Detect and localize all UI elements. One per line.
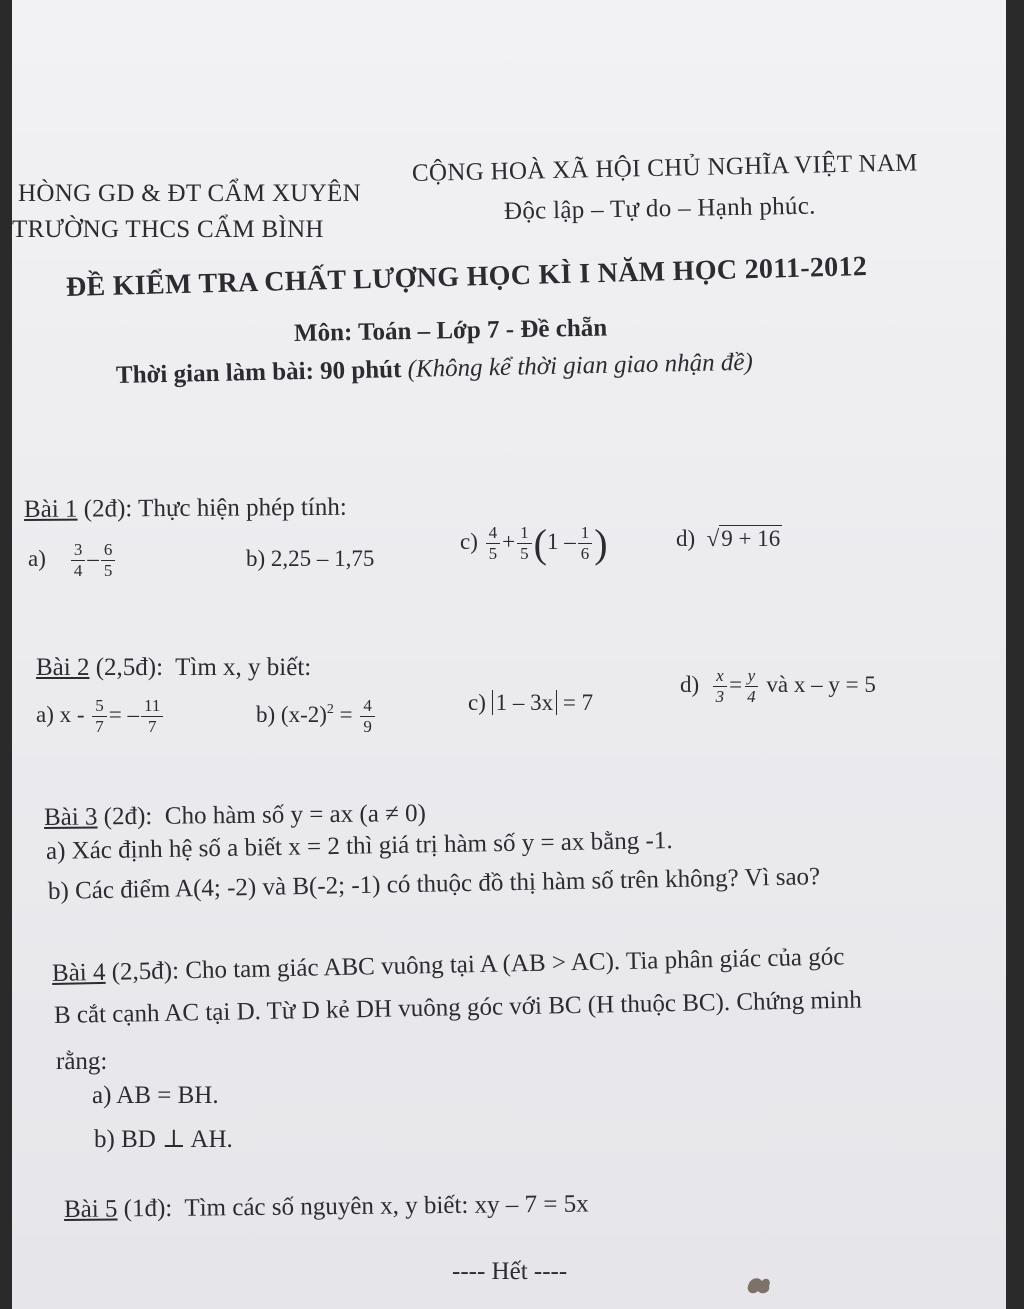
ink-smudge-icon [744, 1272, 774, 1298]
question-1-heading [24, 494, 347, 524]
absolute-value: 1 – 3x [492, 690, 558, 715]
question-1-points: (2đ): [83, 495, 133, 523]
question-4-line1: Cho tam giác ABC vuông tại A (AB > AC). Tia phân giác của góc [185, 943, 845, 985]
question-5-prompt: Tìm các số nguyên x, y biết: xy – 7 = 5x [184, 1190, 589, 1222]
question-5-label: Bài 5 [63, 1195, 118, 1223]
question-1-prompt: Thực hiện phép tính: [138, 493, 347, 523]
question-4-line2: B cắt cạnh AC tại D. Từ D kẻ DH vuông góc với BC (H thuộc BC). Chứng minh [53, 986, 862, 1029]
republic-name: CỘNG HOÀ XÃ HỘI CHỦ NGHĨA VIỆT NAM [411, 149, 918, 187]
question-4a: a) AB = BH. [92, 1082, 219, 1109]
question-1b: b) 2,25 – 1,75 [246, 546, 375, 571]
question-1-label: Bài 1 [23, 495, 78, 523]
exam-paper [12, 0, 1006, 1309]
department-name: HÒNG GD & ĐT CẨM XUYÊN [18, 180, 361, 207]
question-2-heading [36, 654, 311, 682]
question-4-heading [52, 943, 845, 988]
question-3b: b) Các điểm A(4; -2) và B(-2; -1) có thuộc đồ thị hàm số trên không? Vì sao? [47, 863, 821, 905]
national-motto: Độc lập – Tự do – Hạnh phúc. [503, 192, 816, 225]
question-3a: a) Xác định hệ số a biết x = 2 thì giá trị hàm số y = ax bằng -1. [45, 827, 673, 865]
question-2c: c) 1 – 3x = 7 [468, 690, 594, 715]
exam-duration: Thời gian làm bài: 90 phút [115, 356, 402, 389]
question-3-prompt: Cho hàm số y = ax (a ≠ 0) [164, 800, 427, 830]
question-5-heading [64, 1191, 589, 1224]
exam-subject: Môn: Toán – Lớp 7 - Đề chẵn [293, 314, 608, 347]
question-1a: a) $\frac{3}{4}$ – $\frac{6}{5}$ [28, 540, 117, 581]
question-3-heading [44, 800, 426, 832]
end-marker: ---- Hết ---- [452, 1258, 568, 1285]
question-3-label: Bài 3 [43, 803, 98, 831]
question-1c: c) $\frac{4}{5}$ + $\frac{1}{5}$ (1 – $\frac{1}{6}$ ) [460, 521, 608, 566]
fraction: $\frac{6}{5}$ [101, 540, 116, 581]
question-4b: b) BD ⊥ AH. [94, 1126, 233, 1153]
square-root: √9 + 16 [706, 526, 781, 551]
question-1d: d) √9 + 16 [676, 526, 781, 551]
question-2a: a) x - $\frac{5}{7}$ = – $\frac{11}{7}$ [36, 696, 165, 737]
question-4-points: (2,5đ): [111, 957, 180, 986]
school-name: TRƯỜNG THCS CẨM BÌNH [12, 216, 324, 243]
question-2-label: Bài 2 [36, 654, 90, 681]
fraction: $\frac{3}{4}$ [71, 540, 86, 581]
exam-time-note: (Không kể thời gian giao nhận đề) [407, 348, 754, 383]
exam-title: ĐỀ KIỂM TRA CHẤT LƯỢNG HỌC KÌ I NĂM HỌC 2011-2012 [65, 251, 868, 303]
question-5-points: (1đ): [123, 1194, 173, 1223]
exam-time [116, 349, 753, 390]
question-3-points: (2đ): [103, 802, 153, 831]
question-2-prompt: Tìm x, y biết: [175, 654, 312, 681]
question-2d: d) $\frac{x}{3}$ = $\frac{y}{4}$ và x – y = 5 [680, 666, 876, 706]
question-4-line3: rằng: [56, 1048, 108, 1075]
question-4-label: Bài 4 [51, 958, 106, 987]
question-2b: b) $(x-2)^2$ = $\frac{4}{9}$ [256, 696, 377, 737]
question-2-points: (2,5đ): [95, 654, 164, 681]
